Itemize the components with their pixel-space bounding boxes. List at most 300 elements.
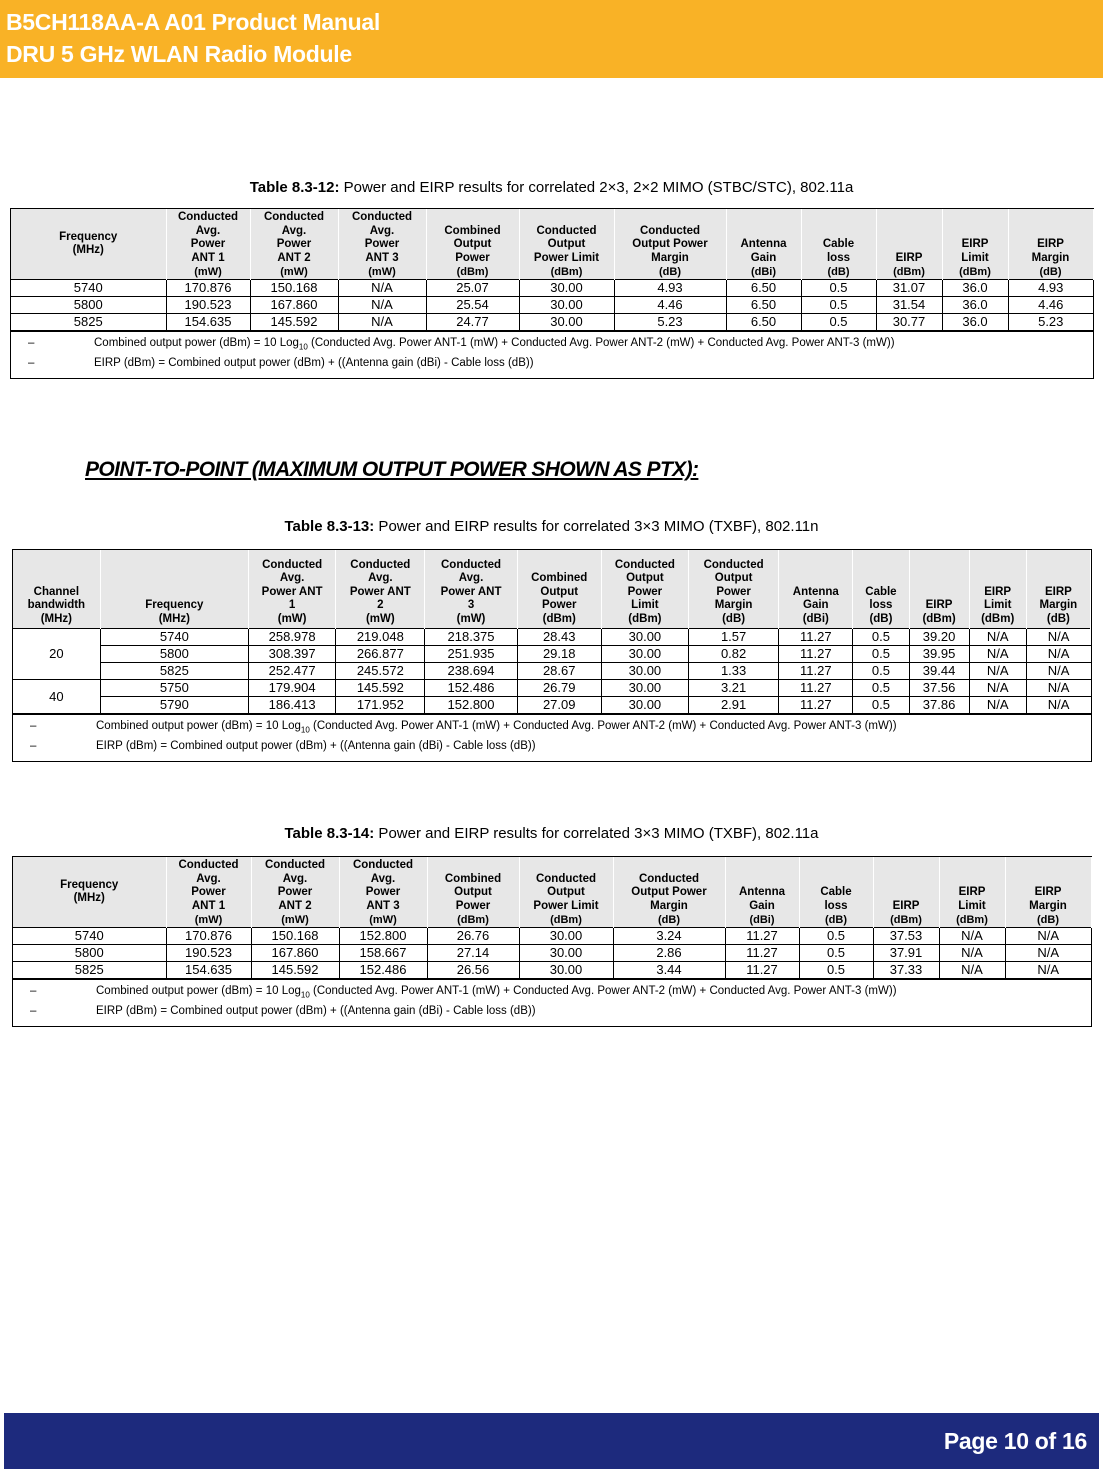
- table13-col-header-line: Conducted: [440, 558, 502, 571]
- table13-col-header-line: (MHz): [158, 612, 190, 625]
- table-row: [13, 663, 1091, 680]
- table13-col-header-line: Conducted: [614, 558, 675, 571]
- table-cell: N/A: [1026, 680, 1090, 697]
- table-cell: N/A: [939, 962, 1005, 979]
- channel-bandwidth-cell: 40: [13, 680, 100, 714]
- table13-col-header-line: Margin: [714, 599, 753, 611]
- table13-col-header-line: Avg.: [458, 572, 484, 584]
- table-cell: N/A: [1026, 646, 1090, 663]
- table12-col-header-line: Power: [190, 238, 226, 250]
- table-cell: 27.14: [427, 945, 519, 962]
- table-cell: 5790: [100, 697, 248, 714]
- table12-col-header-line: Margin: [1031, 251, 1070, 264]
- table13-caption-id: Table 8.3-13:: [284, 518, 375, 535]
- table-cell: 3.24: [613, 928, 725, 945]
- table12-col-header: [426, 209, 519, 265]
- table13-grid: [13, 550, 1091, 714]
- table13-col-header-line: Power: [716, 585, 751, 598]
- table-cell: 0.5: [799, 928, 873, 945]
- table13-col-header: [853, 550, 909, 629]
- table13-col-header-line: 2: [377, 599, 384, 611]
- table12-col-header: [942, 209, 1008, 265]
- table-cell: 238.694: [425, 663, 517, 680]
- table12-col-header-line: ANT 3: [365, 251, 399, 264]
- table13-col-header-line: Cable: [865, 585, 897, 598]
- table12-col-header-line: Conducted: [536, 224, 597, 237]
- table-cell: 5825: [100, 663, 248, 680]
- table-cell: 30.77: [876, 314, 942, 331]
- footnote-dash: –: [30, 985, 37, 997]
- table14-col-header-line: Frequency: [60, 878, 119, 891]
- table14-col-header-line: EIRP: [892, 899, 920, 912]
- table14-col-unit: (dBm): [427, 913, 519, 928]
- table14: [12, 856, 1092, 1027]
- table-cell: 27.09: [517, 697, 601, 714]
- table12-col-header: [166, 209, 250, 265]
- table14-col-header-line: Conducted: [178, 859, 239, 871]
- table13-col-header-line: loss: [869, 599, 893, 611]
- table14-col-header-line: Power: [277, 886, 313, 898]
- table14-col-header-line: ANT 2: [278, 899, 312, 912]
- table13-col-header: [689, 550, 779, 629]
- table-cell: 190.523: [166, 945, 251, 962]
- table-row: [13, 629, 1091, 646]
- footnote-text: EIRP (dBm) = Combined output power (dBm) + ((Antenna gain (dBi) - Cable loss (dB)): [96, 1005, 536, 1018]
- table-cell: 219.048: [336, 629, 425, 646]
- table-cell: 11.27: [779, 680, 853, 697]
- table-cell: 3.44: [613, 962, 725, 979]
- table13-col-header-line: bandwidth: [27, 599, 86, 611]
- table-cell: 5800: [100, 646, 248, 663]
- table12-col-header: [250, 209, 338, 265]
- table13-col-header-line: Conducted: [350, 558, 411, 571]
- table14-col-header-line: Power: [365, 886, 401, 898]
- table12-col-header-line: EIRP: [961, 238, 989, 250]
- table-row: [13, 928, 1091, 945]
- table13-col-header: [1026, 550, 1090, 629]
- table-cell: 11.27: [779, 663, 853, 680]
- table12-col-header-line: Margin: [651, 251, 689, 264]
- table14-caption-id: Table 8.3-14:: [284, 825, 375, 842]
- table-cell: 0.5: [853, 680, 909, 697]
- table13-col-header-line: EIRP: [1044, 585, 1072, 598]
- table13-col-header-line: (MHz): [40, 612, 72, 625]
- table12-col-header: [614, 209, 726, 265]
- table-cell: 30.00: [519, 314, 614, 331]
- table12-col-header: [11, 209, 166, 280]
- table-cell: 145.592: [250, 314, 338, 331]
- table-cell: 167.860: [251, 945, 339, 962]
- table13-col-header-line: Conducted: [262, 558, 323, 571]
- table13-col-header-line: Antenna: [792, 585, 839, 598]
- footnote-subscript: 10: [298, 342, 308, 352]
- table12-caption: [0, 179, 1103, 196]
- document-subtitle: DRU 5 GHz WLAN Radio Module: [6, 41, 352, 67]
- table-cell: 6.50: [726, 314, 801, 331]
- table-row: [13, 962, 1091, 979]
- table14-col-header: [427, 857, 519, 913]
- table-cell: 4.93: [1008, 280, 1093, 297]
- table12-col-header-line: Output: [547, 238, 586, 250]
- table-cell: 30.00: [519, 297, 614, 314]
- table-cell: 5740: [13, 928, 166, 945]
- table-cell: N/A: [338, 280, 426, 297]
- table-cell: 30.00: [519, 928, 613, 945]
- table-cell: 145.592: [336, 680, 425, 697]
- table-cell: N/A: [338, 297, 426, 314]
- table-row: [13, 680, 1091, 697]
- footnote-dash: –: [28, 357, 35, 370]
- table-cell: N/A: [1026, 629, 1090, 646]
- table12-col-header: [519, 209, 614, 265]
- table-cell: 5825: [13, 962, 166, 979]
- footnote: [11, 335, 1093, 355]
- footnote: [11, 355, 1093, 372]
- table13-col-header: [601, 550, 688, 629]
- table-cell: 11.27: [779, 629, 853, 646]
- table13-col-header-line: Power ANT: [349, 585, 411, 598]
- table12-col-header-line: Frequency: [59, 230, 118, 243]
- table-cell: 5800: [13, 945, 166, 962]
- table-cell: 5740: [100, 629, 248, 646]
- table-cell: 6.50: [726, 297, 801, 314]
- table12-col-header-line: Gain: [750, 251, 777, 264]
- table14-col-header-line: EIRP: [958, 886, 986, 898]
- table-cell: 30.00: [601, 663, 688, 680]
- table-cell: N/A: [1005, 962, 1091, 979]
- table-row: [13, 697, 1091, 714]
- table-cell: 190.523: [166, 297, 250, 314]
- table14-col-header-line: Output: [454, 886, 492, 898]
- table-cell: 171.952: [336, 697, 425, 714]
- table-cell: 37.56: [909, 680, 969, 697]
- table14-col-unit: (dBm): [519, 913, 613, 928]
- table14-caption: [0, 825, 1103, 842]
- table13-col-header-line: 3: [467, 599, 475, 611]
- table14-col-header: [873, 857, 939, 913]
- table-cell: N/A: [1026, 663, 1090, 680]
- table12-col-header-line: Output: [453, 238, 492, 250]
- table14-col-unit: (dBi): [725, 913, 799, 928]
- table-cell: 11.27: [779, 697, 853, 714]
- footnote-text: Combined output power (dBm) = 10 Log: [96, 985, 301, 997]
- table-cell: N/A: [969, 663, 1026, 680]
- table12-col-header-line: Combined: [444, 224, 501, 237]
- table12-col-unit: (dB): [801, 265, 876, 280]
- table13-col-header: [909, 550, 969, 629]
- table14-col-header-line: ANT 1: [191, 899, 226, 912]
- table-cell: 266.877: [336, 646, 425, 663]
- table13-col-header: [779, 550, 853, 629]
- table-cell: 30.00: [601, 629, 688, 646]
- table13-col-header-line: (dBm): [542, 612, 576, 625]
- table-cell: 1.33: [689, 663, 779, 680]
- table13-col-header: [425, 550, 517, 629]
- table12-caption-id: Table 8.3-12:: [249, 179, 340, 196]
- table12-col-header-line: Power Limit: [533, 251, 600, 264]
- table13-col-header-line: (dBi): [802, 612, 829, 625]
- table-cell: 152.486: [425, 680, 517, 697]
- table-cell: 37.86: [909, 697, 969, 714]
- table12-col-header-line: Avg.: [281, 224, 307, 237]
- table-cell: 145.592: [251, 962, 339, 979]
- table13-col-header-line: Channel: [33, 585, 80, 598]
- footnote-dash: –: [30, 1005, 37, 1018]
- table12-col-header-line: ANT 1: [191, 251, 225, 264]
- table14-col-unit: (dBm): [939, 913, 1005, 928]
- footnote: [13, 983, 1091, 1003]
- table13-col-header-line: (dBm): [922, 612, 956, 625]
- table13-col-header-line: (dB): [1046, 612, 1070, 625]
- table14-col-header-line: Antenna: [739, 886, 785, 898]
- table13-col-header-line: Output: [540, 585, 579, 598]
- table-cell: 30.00: [519, 962, 613, 979]
- table14-col-header: [939, 857, 1005, 913]
- table-cell: 2.86: [613, 945, 725, 962]
- table12-col-header-line: Conducted: [177, 211, 239, 223]
- table-cell: 251.935: [425, 646, 517, 663]
- table-cell: 31.07: [876, 280, 942, 297]
- table-cell: 170.876: [166, 928, 251, 945]
- table12-col-unit: (dBm): [942, 265, 1008, 280]
- table14-col-header-line: Power Limit: [533, 899, 599, 912]
- table12-col-header-line: Avg.: [195, 224, 221, 237]
- table-cell: 245.572: [336, 663, 425, 680]
- table-cell: 0.5: [801, 280, 876, 297]
- table-cell: 24.77: [426, 314, 519, 331]
- footnote-text-cont: (Conducted Avg. Power ANT-1 (mW) + Conducted Avg. Power ANT-2 (mW) + Conducted Avg. Power ANT-3 (mW)): [307, 337, 895, 349]
- table12-col-header-line: Output Power: [632, 238, 708, 250]
- table-cell: 0.5: [853, 697, 909, 714]
- footnote: [13, 738, 1091, 755]
- table-cell: 4.46: [614, 297, 726, 314]
- table14-col-unit: (mW): [339, 913, 427, 928]
- table13-caption-text: Power and EIRP results for correlated 3×3 MIMO (TXBF), 802.11n: [374, 518, 819, 535]
- table14-col-header: [251, 857, 339, 913]
- table12-col-header-line: Cable: [822, 238, 855, 250]
- table14-col-unit: (dB): [799, 913, 873, 928]
- table12-col-unit: (dBi): [726, 265, 801, 280]
- footnote: [13, 718, 1091, 738]
- table14-col-header-line: Avg.: [370, 872, 396, 885]
- table12-col-header-line: Conducted: [351, 211, 413, 223]
- table14-col-header-line: Avg.: [282, 872, 308, 885]
- table-cell: 37.33: [873, 962, 939, 979]
- table-cell: 186.413: [249, 697, 336, 714]
- table12: [10, 208, 1094, 379]
- table-cell: N/A: [939, 928, 1005, 945]
- table14-col-header-line: ANT 3: [366, 899, 400, 912]
- table13-col-header-line: Avg.: [368, 572, 393, 584]
- table12-col-header-line: Power: [276, 238, 312, 250]
- table-cell: 37.53: [873, 928, 939, 945]
- table12-col-header: [801, 209, 876, 265]
- table14-col-header-line: Margin: [1029, 899, 1067, 912]
- table-cell: 29.18: [517, 646, 601, 663]
- footnote-text-cont: (Conducted Avg. Power ANT-1 (mW) + Conducted Avg. Power ANT-2 (mW) + Conducted Avg. Power ANT-3 (mW)): [309, 985, 897, 997]
- table13: [12, 549, 1092, 762]
- table13-col-header-line: Avg.: [279, 572, 305, 584]
- table13-col-header-line: (mW): [456, 612, 486, 625]
- table13-col-header-line: Output: [714, 572, 753, 584]
- table-cell: 0.5: [801, 297, 876, 314]
- table13-col-header-line: 1: [288, 599, 296, 611]
- table-cell: 30.00: [601, 680, 688, 697]
- table13-col-header: [13, 550, 100, 629]
- table-cell: N/A: [1005, 945, 1091, 962]
- table12-col-header-line: loss: [826, 251, 850, 264]
- table-cell: 0.5: [853, 663, 909, 680]
- table-cell: 152.800: [425, 697, 517, 714]
- table13-col-header-line: Limit: [983, 599, 1012, 611]
- table13-col-header-line: Frequency: [145, 599, 204, 611]
- table12-col-header-line: Limit: [961, 251, 989, 264]
- table-cell: 0.5: [853, 646, 909, 663]
- table-cell: 258.978: [249, 629, 336, 646]
- table14-col-header-line: Conducted: [352, 859, 414, 871]
- table14-col-header-line: Limit: [958, 899, 986, 912]
- table13-col-header-line: Power ANT: [261, 585, 323, 598]
- table-cell: 0.5: [801, 314, 876, 331]
- table12-col-header-line: Power: [364, 238, 400, 250]
- table14-col-unit: (dB): [613, 913, 725, 928]
- table13-col-header: [336, 550, 425, 629]
- table14-col-header: [1005, 857, 1091, 913]
- table-cell: N/A: [939, 945, 1005, 962]
- table-cell: 308.397: [249, 646, 336, 663]
- table-cell: 26.79: [517, 680, 601, 697]
- table-cell: 11.27: [725, 928, 799, 945]
- table14-col-header-line: Margin: [650, 899, 688, 912]
- table14-col-header-line: Output Power: [631, 886, 707, 898]
- table14-col-unit: (mW): [251, 913, 339, 928]
- table-cell: 2.91: [689, 697, 779, 714]
- table14-col-header-line: Conducted: [638, 872, 700, 885]
- table13-col-header-line: Margin: [1039, 599, 1078, 611]
- table12-col-header: [726, 209, 801, 265]
- table12-col-unit: (mW): [250, 265, 338, 280]
- table13-col-header-line: EIRP: [925, 599, 953, 611]
- table13-col-header: [249, 550, 336, 629]
- table14-col-header: [13, 857, 166, 928]
- table12-col-unit: (mW): [166, 265, 250, 280]
- table-cell: 218.375: [425, 629, 517, 646]
- table-row: [11, 297, 1093, 314]
- table-row: [13, 945, 1091, 962]
- footnote-subscript: 10: [300, 725, 310, 735]
- table13-col-header-line: Gain: [803, 599, 829, 611]
- table-cell: 158.667: [339, 945, 427, 962]
- table13-col-header-line: Conducted: [703, 558, 764, 571]
- table14-col-header-line: Combined: [444, 872, 502, 885]
- table-cell: 0.82: [689, 646, 779, 663]
- table12-caption-text: Power and EIRP results for correlated 2×3, 2×2 MIMO (STBC/STC), 802.11a: [339, 179, 854, 196]
- table14-col-header-line: (MHz): [73, 892, 105, 904]
- table14-col-header-line: EIRP: [1034, 886, 1062, 898]
- table12-notes: [11, 331, 1093, 378]
- table-cell: 28.67: [517, 663, 601, 680]
- table12-col-unit: (mW): [338, 265, 426, 280]
- table-cell: 5.23: [1008, 314, 1093, 331]
- table-cell: 11.27: [779, 646, 853, 663]
- table-cell: 179.904: [249, 680, 336, 697]
- table-cell: 39.95: [909, 646, 969, 663]
- table-cell: 152.800: [339, 928, 427, 945]
- table-cell: N/A: [1005, 928, 1091, 945]
- table14-col-unit: (dB): [1005, 913, 1091, 928]
- table-cell: 26.76: [427, 928, 519, 945]
- section-heading: POINT-TO-POINT (MAXIMUM OUTPUT POWER SHOWN AS PTX):: [85, 458, 699, 481]
- table-cell: 30.00: [519, 280, 614, 297]
- table-cell: 6.50: [726, 280, 801, 297]
- table13-col-header: [100, 550, 248, 629]
- table-cell: N/A: [969, 697, 1026, 714]
- table-row: [11, 314, 1093, 331]
- table-cell: 30.00: [601, 697, 688, 714]
- table-cell: 5740: [11, 280, 166, 297]
- table-cell: 252.477: [249, 663, 336, 680]
- footnote-text-cont: (Conducted Avg. Power ANT-1 (mW) + Conducted Avg. Power ANT-2 (mW) + Conducted Avg. Power ANT-3 (mW)): [309, 720, 897, 732]
- footer-band: [4, 1413, 1099, 1469]
- table-cell: 4.93: [614, 280, 726, 297]
- table14-col-header-line: Power: [191, 886, 226, 898]
- table-cell: 39.20: [909, 629, 969, 646]
- table14-col-header-line: Power: [455, 899, 491, 912]
- table-cell: 154.635: [166, 314, 250, 331]
- table12-col-unit: (dBm): [519, 265, 614, 280]
- table12-col-unit: (dBm): [426, 265, 519, 280]
- table13-col-header-line: Power: [541, 599, 577, 611]
- footnote-text: EIRP (dBm) = Combined output power (dBm) + ((Antenna gain (dBi) - Cable loss (dB)): [94, 357, 534, 370]
- footnote-text: Combined output power (dBm) = 10 Log: [94, 337, 299, 349]
- table12-grid: [11, 209, 1094, 331]
- table-cell: N/A: [1026, 697, 1090, 714]
- table13-col-header-line: (dB): [869, 612, 893, 625]
- table14-col-header-line: Output: [547, 886, 585, 898]
- table12-col-unit: (dB): [614, 265, 726, 280]
- table-cell: 31.54: [876, 297, 942, 314]
- table-cell: 5750: [100, 680, 248, 697]
- table-cell: 5825: [11, 314, 166, 331]
- footnote-subscript: 10: [300, 990, 310, 1000]
- table13-col-header-line: Combined: [531, 572, 588, 584]
- table-cell: 11.27: [725, 962, 799, 979]
- table-cell: 154.635: [166, 962, 251, 979]
- table-cell: 1.57: [689, 629, 779, 646]
- table13-col-header-line: (mW): [365, 612, 395, 625]
- table14-col-header: [339, 857, 427, 913]
- table14-col-unit: (mW): [166, 913, 251, 928]
- table-cell: 152.486: [339, 962, 427, 979]
- page-number: Page 10 of 16: [943, 1428, 1087, 1454]
- table13-col-header-line: (dB): [722, 612, 746, 625]
- table12-col-header-line: Conducted: [639, 224, 701, 237]
- table14-grid: [13, 857, 1092, 979]
- table12-col-header-line: Antenna: [740, 238, 787, 250]
- table-cell: 36.0: [942, 314, 1008, 331]
- table-cell: 150.168: [250, 280, 338, 297]
- table12-col-header-line: ANT 2: [277, 251, 311, 264]
- table-cell: 28.43: [517, 629, 601, 646]
- table-cell: N/A: [969, 646, 1026, 663]
- table13-col-header-line: Output: [626, 572, 664, 584]
- table14-col-header-line: Conducted: [264, 859, 326, 871]
- table14-col-header: [519, 857, 613, 913]
- table13-col-header-line: (dBm): [981, 612, 1015, 625]
- table12-col-header-line: (MHz): [72, 244, 104, 256]
- footnote-text: Combined output power (dBm) = 10 Log: [96, 720, 301, 732]
- footnote-dash: –: [28, 337, 35, 349]
